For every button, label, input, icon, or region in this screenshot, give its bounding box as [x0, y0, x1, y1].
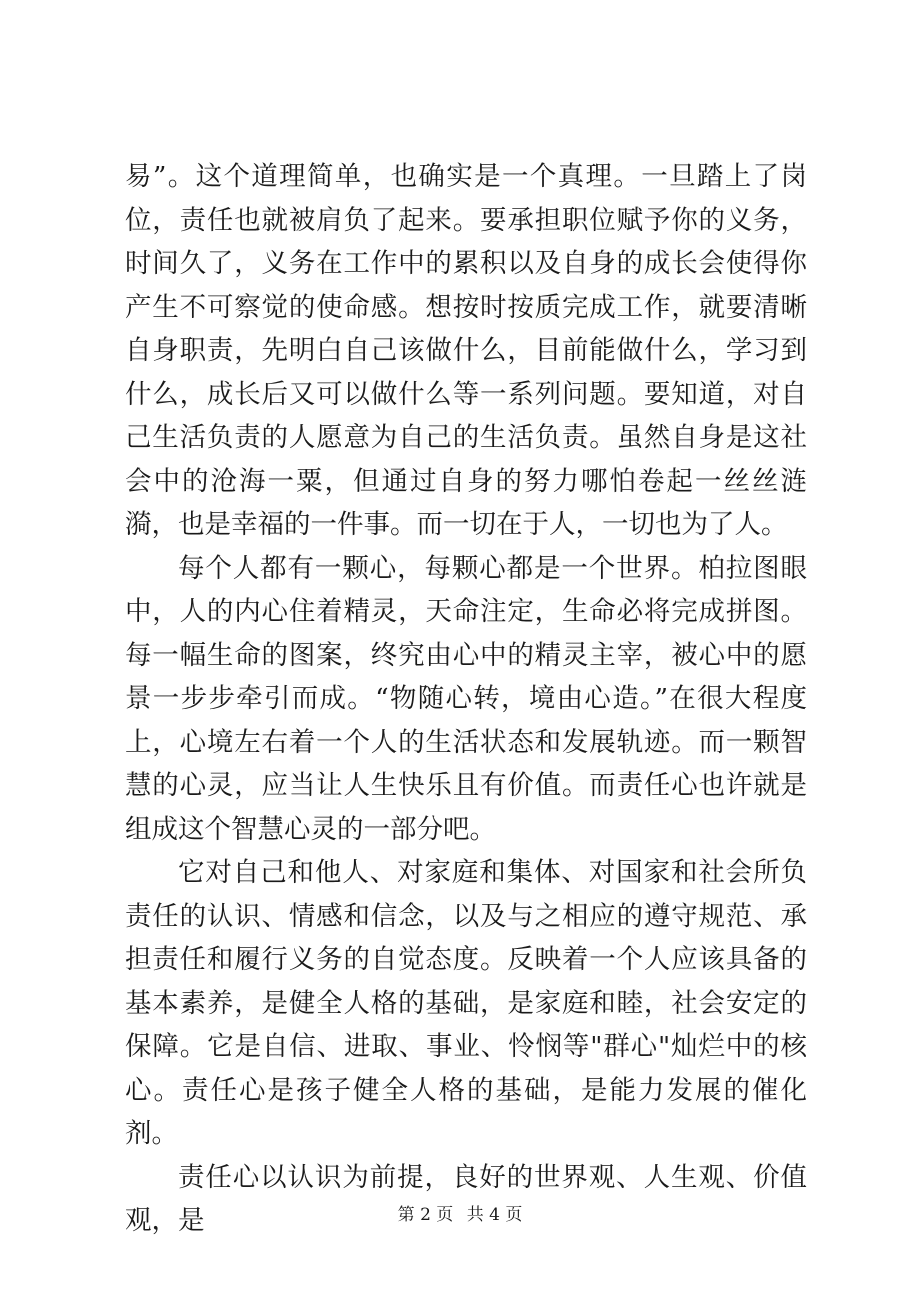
paragraph-4: 责任心以认识为前提，良好的世界观、人生观、价值观，是	[125, 1161, 807, 1236]
page-number: 第 2 页	[397, 1205, 454, 1225]
paragraph-1: 易”。这个道理简单，也确实是一个真理。一旦踏上了岗位，责任也就被肩负了起来。要承担职位赋予你的义务，时间久了，义务在工作中的累积以及自身的成长会使得你产生不可察觉的使命感。想按时按质完成工作，就要清晰自身职责，先明白自己该做什么，目前能做什么，学习到什么，成长后又可以做什么等一系列问题。要知道，对自己生活负责的人愿意为自己的生活负责。虽然自身是这社会中的沧海一粟，但通过自身的努力哪怕卷起一丝丝涟漪，也是幸福的一件事。而一切在于人，一切也为了人。	[125, 161, 807, 540]
paragraph-2: 每个人都有一颗心，每颗心都是一个世界。柏拉图眼中，人的内心住着精灵，天命注定，生命必将完成拼图。每一幅生命的图案，终究由心中的精灵主宰，被心中的愿景一步步牵引而成。“物随心转，境由心造。”在很大程度上，心境左右着一个人的生活状态和发展轨迹。而一颗智慧的心灵，应当让人生快乐且有价值。而责任心也许就是组成这个智慧心灵的一部分吧。	[125, 552, 807, 845]
page-footer	[0, 1200, 920, 1225]
body-text	[125, 155, 807, 1243]
paragraph-3: 它对自己和他人、对家庭和集体、对国家和社会所负责任的认识、情感和信念，以及与之相应的遵守规范、承担责任和履行义务的自觉态度。反映着一个人应该具备的基本素养，是健全人格的基础，是家庭和睦，社会安定的保障。它是自信、进取、事业、怜悯等"群心"灿烂中的核心。责任心是孩子健全人格的基础，是能力发展的催化剂。	[125, 857, 807, 1149]
page-total: 共 4 页	[466, 1205, 523, 1225]
